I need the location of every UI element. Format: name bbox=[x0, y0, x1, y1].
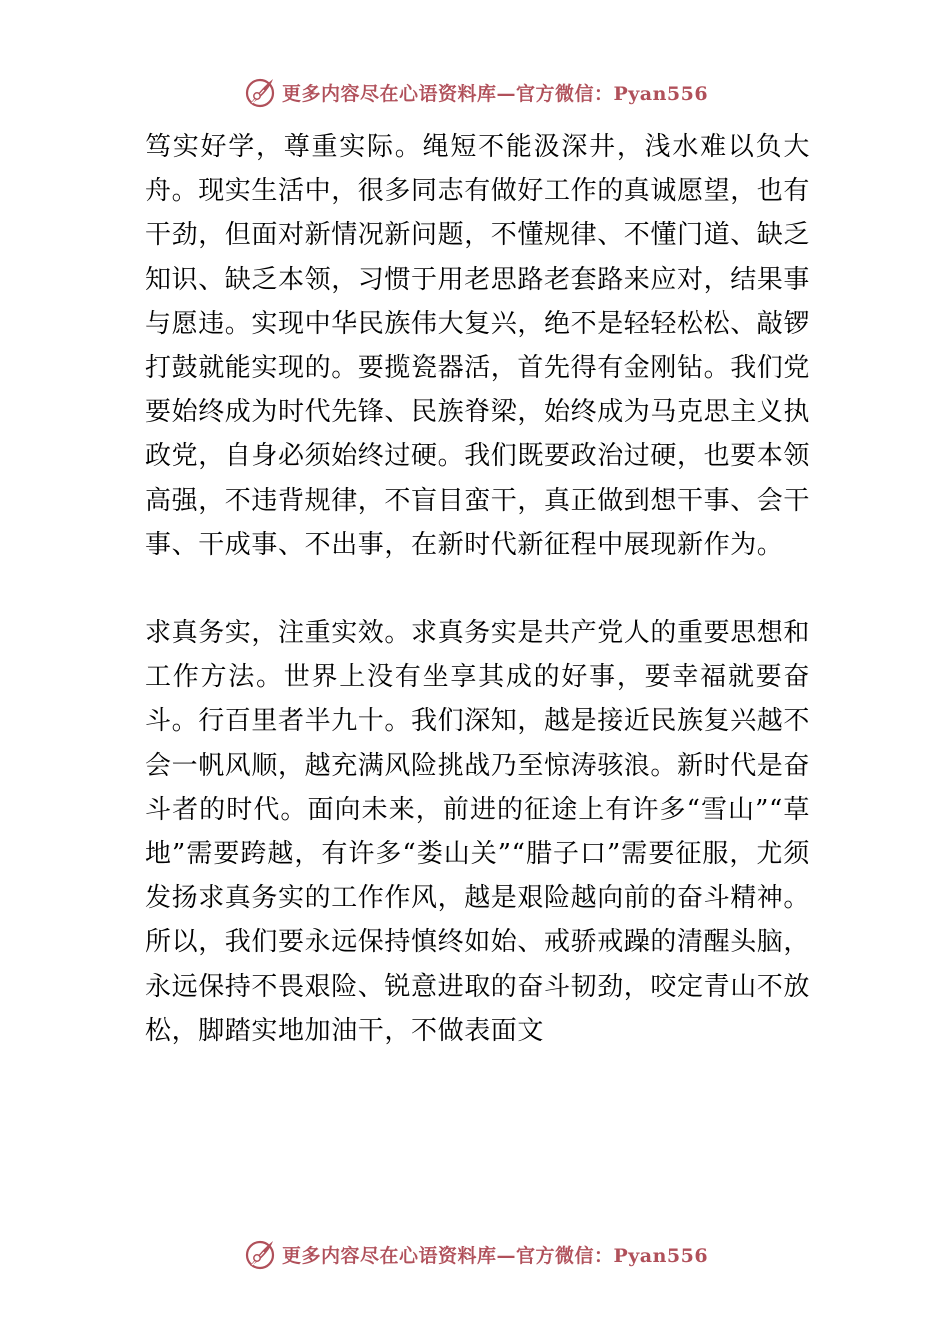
banner-text-footer: 更多内容尽在心语资料库—官方微信：Pyan556 bbox=[281, 1244, 709, 1267]
banner-text: 更多内容尽在心语资料库—官方微信：Pyan556 bbox=[281, 82, 709, 105]
quill-pen-logo-icon bbox=[242, 74, 278, 110]
header-banner bbox=[0, 70, 950, 114]
paragraph-1: 笃实好学，尊重实际。绳短不能汲深井，浅水难以负大舟。现实生活中，很多同志有做好工作的真诚愿望，也有干劲，但面对新情况新问题，不懂规律、不懂门道、缺乏知识、缺乏本领，习惯于用老思路老套路来应对，结果事与愿违。实现中华民族伟大复兴，绝不是轻轻松松、敲锣打鼓就能实现的。要揽瓷器活，首先得有金刚钻。我们党要始终成为时代先锋、民族脊梁，始终成为马克思主义执政党，自身必须始终过硬。我们既要政治过硬，也要本领高强，不违背规律，不盲目蛮干，真正做到想干事、会干事、干成事、不出事，在新时代新征程中展现新作为。 bbox=[145, 132, 811, 560]
paragraph-2: 求真务实，注重实效。求真务实是共产党人的重要思想和工作方法。世界上没有坐享其成的好事，要幸福就要奋斗。行百里者半九十。我们深知，越是接近民族复兴越不会一帆风顺，越充满风险挑战乃至惊涛骇浪。新时代是奋斗者的时代。面向未来，前进的征途上有许多“雪山”“草地”需要跨越，有许多“娄山关”“腊子口”需要征服，尤须发扬求真务实的工作作风，越是艰险越向前的奋斗精神。所以，我们要永远保持慎终如始、戒骄戒躁的清醒头脑，永远保持不畏艰险、锐意进取的奋斗韧劲，咬定青山不放松，脚踏实地加油干，不做表面文 bbox=[145, 618, 811, 1046]
document-body bbox=[145, 125, 810, 1053]
quill-pen-logo-icon bbox=[242, 1236, 278, 1272]
footer-banner bbox=[0, 1232, 950, 1276]
